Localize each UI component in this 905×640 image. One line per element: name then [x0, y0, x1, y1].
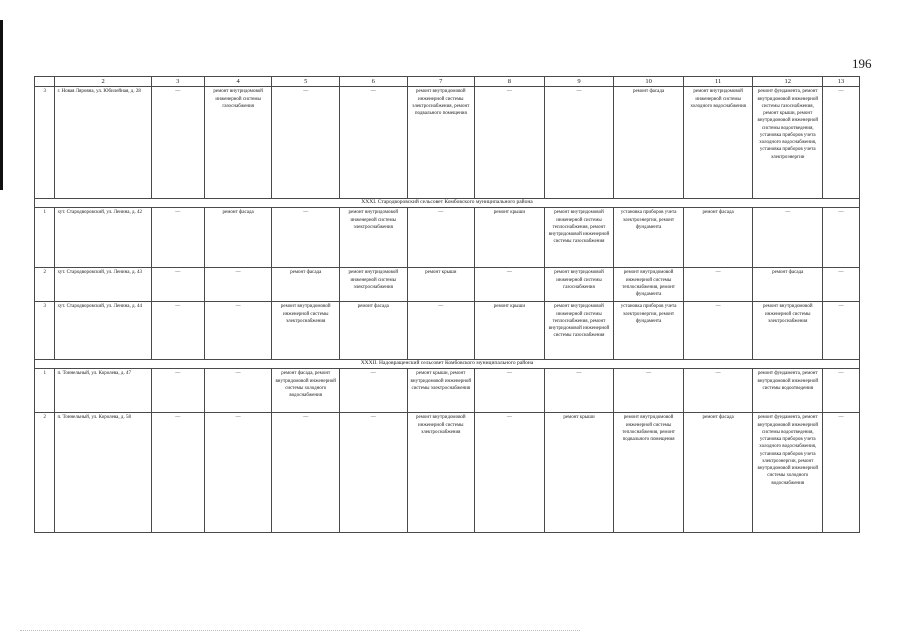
column-number-cell: 10	[614, 77, 684, 87]
empty-dash-cell: —	[475, 369, 545, 413]
work-type-cell: ремонт внутридомовой инженерной системы электроснабжения	[407, 413, 475, 533]
work-type-cell: установка приборов учета электроэнергии, ремонт фундамента	[614, 208, 684, 268]
empty-dash-cell: —	[544, 87, 614, 199]
empty-dash-cell: —	[151, 208, 204, 268]
work-type-cell: ремонт фасада	[272, 268, 340, 302]
work-type-cell: ремонт внутридомовой инженерной системы газоснабжения	[204, 87, 272, 199]
section-heading: XXXII. Надовращенский сельсовет Комбовского муниципального района	[35, 360, 860, 369]
work-type-cell: ремонт крыши	[544, 413, 614, 533]
empty-dash-cell: —	[407, 208, 475, 268]
empty-dash-cell: —	[407, 302, 475, 360]
empty-dash-cell: —	[753, 208, 823, 268]
address-cell: хут. Стародворовский, ул. Ленина, д. 43	[55, 268, 151, 302]
work-type-cell: ремонт крыши	[475, 208, 545, 268]
repair-schedule-table	[34, 76, 860, 533]
column-number-cell: 5	[272, 77, 340, 87]
work-type-cell: ремонт внутридомовой инженерной системы электроснабжения, ремонт подвального помещения	[407, 87, 475, 199]
empty-dash-cell: —	[339, 87, 407, 199]
work-type-cell: ремонт фасада	[683, 208, 753, 268]
section-heading-row	[35, 199, 860, 208]
empty-dash-cell: —	[823, 208, 860, 268]
empty-dash-cell: —	[823, 413, 860, 533]
work-type-cell: ремонт крыши	[407, 268, 475, 302]
column-number-cell	[35, 77, 55, 87]
work-type-cell: ремонт внутридомовой инженерной системы электроснабжения	[339, 268, 407, 302]
work-type-cell: ремонт крыши, ремонт внутридомовой инженерной системы электроснабжения	[407, 369, 475, 413]
work-type-cell: ремонт фасада	[683, 413, 753, 533]
empty-dash-cell: —	[614, 369, 684, 413]
empty-dash-cell: —	[683, 302, 753, 360]
work-type-cell: ремонт внутридомовой инженерной системы теплоснабжения, ремонт внутридомовой инженерной системы газоснабжения	[544, 208, 614, 268]
row-number: 3	[35, 302, 55, 360]
row-number: 3	[35, 87, 55, 199]
empty-dash-cell: —	[339, 413, 407, 533]
section-heading: XXXI. Стародворовский сельсовет Комбовского муниципального района	[35, 199, 860, 208]
address-cell: хут. Стародворовский, ул. Ленина, д. 44	[55, 302, 151, 360]
work-type-cell: ремонт внутридомовой инженерной системы теплоснабжения, ремонт фундамента	[614, 268, 684, 302]
address-cell: п. Тоннельный, ул. Королева, д. 47	[55, 369, 151, 413]
table-row	[35, 208, 860, 268]
empty-dash-cell: —	[151, 302, 204, 360]
work-type-cell: ремонт внутридомовой инженерной системы электроснабжения	[339, 208, 407, 268]
row-number: 2	[35, 268, 55, 302]
column-number-cell: 11	[683, 77, 753, 87]
work-type-cell: ремонт внутридомовой инженерной системы холодного водоснабжения	[683, 87, 753, 199]
empty-dash-cell: —	[475, 87, 545, 199]
column-number-cell: 13	[823, 77, 860, 87]
empty-dash-cell: —	[204, 268, 272, 302]
column-number-cell: 9	[544, 77, 614, 87]
empty-dash-cell: —	[339, 369, 407, 413]
empty-dash-cell: —	[151, 369, 204, 413]
work-type-cell: ремонт фундамента, ремонт внутридомовой инженерной системы водоотведения, установка приборов учета холодного водоснабжения, установка приборов учета электроэнергии, ремонт внутридомовой инженерной системы холодного водоснабжения	[753, 413, 823, 533]
empty-dash-cell: —	[272, 208, 340, 268]
column-number-cell: 3	[151, 77, 204, 87]
row-number: 1	[35, 369, 55, 413]
empty-dash-cell: —	[272, 413, 340, 533]
column-number-cell: 6	[339, 77, 407, 87]
work-type-cell: ремонт фундамента, ремонт внутридомовой инженерной системы водоотведения	[753, 369, 823, 413]
table-row	[35, 87, 860, 199]
work-type-cell: ремонт крыши	[475, 302, 545, 360]
address-cell: хут. Стародворовский, ул. Ленина, д. 42	[55, 208, 151, 268]
table-row	[35, 369, 860, 413]
empty-dash-cell: —	[204, 302, 272, 360]
empty-dash-cell: —	[823, 302, 860, 360]
work-type-cell: ремонт внутридомовой инженерной системы газоснабжения	[544, 268, 614, 302]
scan-noise-line	[20, 630, 580, 633]
work-type-cell: ремонт фасада	[339, 302, 407, 360]
work-type-cell: ремонт внутридомовой инженерной системы электроснабжения	[753, 302, 823, 360]
column-number-cell: 4	[204, 77, 272, 87]
empty-dash-cell: —	[683, 268, 753, 302]
empty-dash-cell: —	[151, 87, 204, 199]
work-type-cell: ремонт внутридомовой инженерной системы теплоснабжения, ремонт внутридомовой инженерной системы газоснабжения	[544, 302, 614, 360]
work-type-cell: установка приборов учета электроэнергии, ремонт фундамента	[614, 302, 684, 360]
work-type-cell: ремонт фасада	[614, 87, 684, 199]
row-number: 1	[35, 208, 55, 268]
empty-dash-cell: —	[151, 268, 204, 302]
empty-dash-cell: —	[683, 369, 753, 413]
scan-edge-bar	[0, 20, 3, 190]
empty-dash-cell: —	[272, 87, 340, 199]
column-number-cell: 12	[753, 77, 823, 87]
column-number-cell: 8	[475, 77, 545, 87]
empty-dash-cell: —	[544, 369, 614, 413]
work-type-cell: ремонт фасада	[204, 208, 272, 268]
address-cell: г. Новая Ляровна, ул. Юбилейная, д. 28	[55, 87, 151, 199]
empty-dash-cell: —	[475, 413, 545, 533]
work-type-cell: ремонт фасада, ремонт внутридомовой инженерной системы холодного водоснабжения	[272, 369, 340, 413]
column-number-cell: 7	[407, 77, 475, 87]
section-heading-row	[35, 360, 860, 369]
column-number-row	[35, 77, 860, 87]
empty-dash-cell: —	[475, 268, 545, 302]
work-type-cell: ремонт фасада	[753, 268, 823, 302]
empty-dash-cell: —	[204, 413, 272, 533]
table-row	[35, 268, 860, 302]
empty-dash-cell: —	[823, 369, 860, 413]
empty-dash-cell: —	[151, 413, 204, 533]
work-type-cell: ремонт внутридомовой инженерной системы электроснабжения	[272, 302, 340, 360]
work-type-cell: ремонт внутридомовой инженерной системы теплоснабжения, ремонт подвального помещения	[614, 413, 684, 533]
row-number: 2	[35, 413, 55, 533]
table-row	[35, 302, 860, 360]
table-row	[35, 413, 860, 533]
column-number-cell: 2	[55, 77, 151, 87]
empty-dash-cell: —	[823, 87, 860, 199]
address-cell: п. Тоннельный, ул. Королева, д. 58	[55, 413, 151, 533]
work-type-cell: ремонт фундамента, ремонт внутридомовой инженерной системы газоснабжения, ремонт крыши, ремонт внутридомовой инженерной системы водоотведения, установка приборов учета холодного водоснабжения, установка приборов учета электроэнергии	[753, 87, 823, 199]
empty-dash-cell: —	[823, 268, 860, 302]
empty-dash-cell: —	[204, 369, 272, 413]
page-number: 196	[852, 56, 872, 71]
